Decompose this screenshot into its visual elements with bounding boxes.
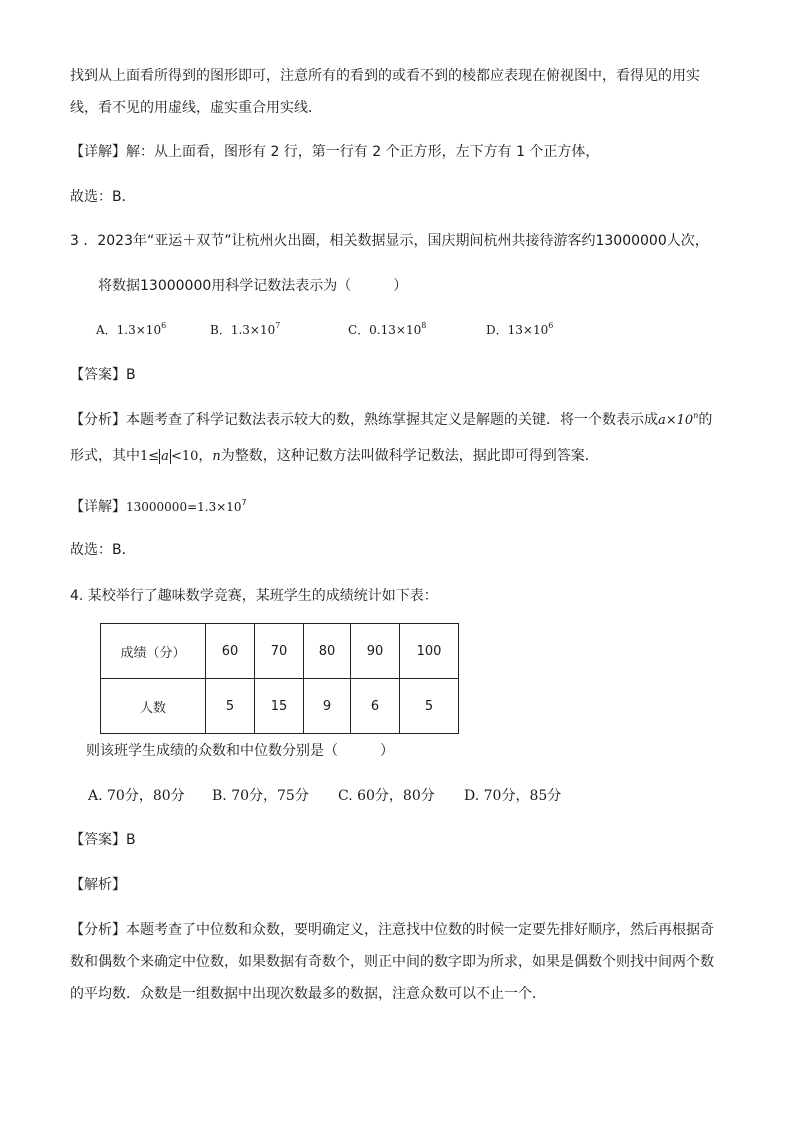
answer-value: B — [126, 367, 136, 383]
detail-tag: 【详解】 — [70, 499, 126, 515]
table-row — [101, 624, 459, 679]
q3-option-a: A．$1.3\times 10^6$ — [96, 321, 167, 337]
table-cell: 6 — [351, 679, 400, 734]
q4-option-b: B. 70分，75分 — [212, 788, 309, 804]
q2-choose: 故选：B． — [70, 189, 136, 205]
table-row — [101, 679, 459, 734]
para-line-1: 找到从上面看所得到的图形即可，注意所有的看到的或看不到的棱都应表现在俯视图中，看得见的用实 — [70, 68, 700, 84]
q3-analysis-1: 【分析】本题考查了科学记数法表示较大的数，熟练掌握其定义是解题的关键．将一个数表示成$a\times 10^n$的 — [70, 411, 713, 428]
q4-option-c: C. 60分，80分 — [338, 788, 435, 804]
analysis-tag: 【分析】 — [70, 412, 126, 428]
q4-analysis-1: 【分析】本题考查了中位数和众数，要明确定义，注意找中位数的时候一定要先排好顺序，然后再根据奇 — [70, 922, 714, 938]
q3-detail: 【详解】$13000000=1.3\times 10^7$ — [70, 498, 247, 515]
q3-answer — [70, 365, 136, 385]
q3-analysis-2: 形式，其中1≤ a <10，n为整数，这种记数方法叫做科学记数法，据此即可得到答案． — [70, 448, 599, 464]
q4-answer — [70, 830, 136, 850]
table-cell: 80 — [304, 624, 351, 679]
table-cell: 5 — [400, 679, 459, 734]
q3-stem-1: 3 ．2023年“亚运＋双节”让杭州火出圈，相关数据显示，国庆期间杭州共接待游客约13000000人次， — [70, 233, 709, 249]
detail-text: 解：从上面看，图形有 2 行，第一行有 2 个正方形，左下方有 1 个正方体， — [126, 144, 600, 160]
q3-stem-2: 将数据13000000用科学记数法表示为（ ） — [98, 278, 408, 294]
q4-option-a: A. 70分，80分 — [88, 788, 185, 804]
q4-stem: 4. 某校举行了趣味数学竞赛，某班学生的成绩统计如下表： — [70, 588, 438, 604]
table-cell: 5 — [206, 679, 255, 734]
q3-option-d: D．$13\times 10^6$ — [486, 321, 554, 337]
q2-detail — [70, 142, 599, 162]
answer-value: B — [126, 832, 136, 848]
table-header-cell: 人数 — [101, 679, 206, 734]
table-cell: 9 — [304, 679, 351, 734]
answer-tag: 【答案】 — [70, 832, 126, 848]
q3-option-b: B．$1.3\times 10^7$ — [210, 321, 281, 337]
q3-option-c: C．$0.13\times 10^8$ — [348, 321, 427, 337]
para-line-2: 线，看不见的用虚线，虚实重合用实线． — [70, 100, 322, 116]
analysis-tag: 【分析】 — [70, 922, 126, 938]
table-cell: 60 — [206, 624, 255, 679]
detail-tag: 【详解】 — [70, 144, 126, 160]
q4-parse-tag: 【解析】 — [70, 877, 126, 893]
answer-tag: 【答案】 — [70, 367, 126, 383]
q4-analysis-2: 数和偶数个来确定中位数，如果数据有奇数个，则正中间的数字即为所求，如果是偶数个则找中间两个数 — [70, 954, 714, 970]
q4-analysis-3: 的平均数．众数是一组数据中出现次数最多的数据，注意众数可以不止一个． — [70, 986, 546, 1002]
q4-question: 则该班学生成绩的众数和中位数分别是（ ） — [86, 743, 394, 759]
q4-option-d: D. 70分，85分 — [464, 788, 562, 804]
score-table — [100, 623, 459, 734]
table-cell: 100 — [400, 624, 459, 679]
table-cell: 70 — [255, 624, 304, 679]
q3-choose: 故选：B． — [70, 542, 136, 558]
table-cell: 90 — [351, 624, 400, 679]
table-header-cell: 成绩（分） — [101, 624, 206, 679]
table-cell: 15 — [255, 679, 304, 734]
